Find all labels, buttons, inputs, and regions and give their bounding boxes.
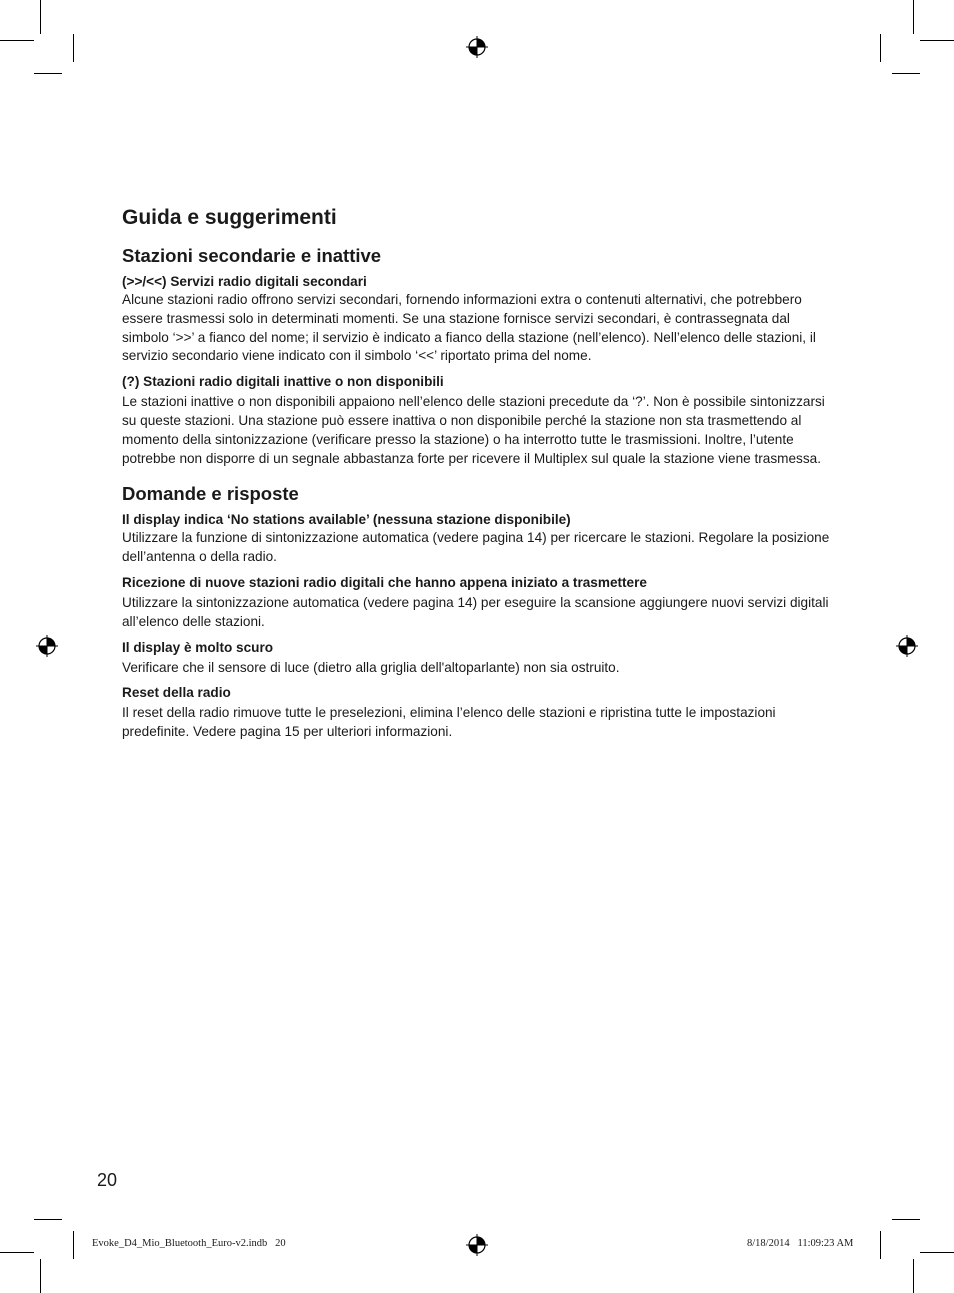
faq-question: Il display è molto scuro bbox=[122, 639, 274, 655]
section-faq bbox=[122, 482, 837, 742]
faq-question: Reset della radio bbox=[122, 685, 231, 701]
subsection-heading: (?) Stazioni radio digitali inattive o non disponibili bbox=[122, 374, 444, 390]
registration-mark-icon bbox=[896, 635, 918, 657]
page-number: 20 bbox=[97, 1170, 118, 1190]
body-text: Le stazioni inattive o non disponibili appaiono nell’elenco delle stazioni precedute da ‘?’. Non è possibile sintonizzarsi su queste stazioni. Una stazione può essere inattiva o non disponibile perché la stazione non sta trasmettendo al momento della sintonizzazione (verificare presso la stazione) o ha interrotto tutte le trasmissioni. Inoltre, l’utente potrebbe non disporre di un segnale abbastanza forte per ricevere il Multiplex sul quale la stazione viene trasmessa. bbox=[122, 394, 825, 466]
slug-filename: Evoke_D4_Mio_Bluetooth_Euro-v2.indb 20 bbox=[92, 1238, 286, 1249]
subsection-heading: (>>/<<) Servizi radio digitali secondari bbox=[122, 274, 367, 289]
faq-question: Ricezione di nuove stazioni radio digitali che hanno appena iniziato a trasmettere bbox=[122, 574, 647, 590]
page-content bbox=[122, 204, 837, 748]
faq-question: Il display indica ‘No stations available’ (nessuna stazione disponibile) bbox=[122, 512, 571, 528]
registration-mark-icon bbox=[36, 635, 58, 657]
registration-mark-icon bbox=[466, 36, 488, 58]
slug-timestamp: 8/18/2014 11:09:23 AM bbox=[747, 1238, 854, 1249]
faq-answer: Il reset della radio rimuove tutte le preselezioni, elimina l’elenco delle stazioni e ripristina tutte le impostazioni predefinite. Vedere pagina 15 per ulteriori informazioni. bbox=[122, 705, 776, 740]
faq-answer: Utilizzare la sintonizzazione automatica (vedere pagina 14) per eseguire la scansione aggiungere nuovi servizi digitali all’elenco delle stazioni. bbox=[122, 594, 829, 629]
faq-answer: Utilizzare la funzione di sintonizzazione automatica (vedere pagina 14) per ricercare le stazioni. Regolare la posizione dell’antenna o della radio. bbox=[122, 530, 830, 565]
section-secondary-inactive-stations bbox=[122, 244, 837, 468]
section-heading: Domande e risposte bbox=[122, 483, 299, 505]
section-heading: Stazioni secondarie e inattive bbox=[122, 245, 382, 266]
faq-answer: Verificare che il sensore di luce (dietro alla griglia dell'altoparlante) non sia ostruito. bbox=[122, 659, 620, 675]
page-title: Guida e suggerimenti bbox=[122, 206, 337, 229]
body-text: Alcune stazioni radio offrono servizi secondari, fornendo informazioni extra o contenuti alternativi, che potrebbero essere trasmessi solo in determinati momenti. Se una stazione fornisce servizi secondari, è contrassegnata dal simbolo ‘>>’ a fianco del nome; il servizio è indicato a fianco della stazione (nell’elenco). Nell’elenco delle stazioni, il servizio secondario viene indicato con il simbolo ‘<<’ riportato prima del nome. bbox=[122, 292, 816, 364]
registration-mark-icon bbox=[466, 1234, 488, 1256]
